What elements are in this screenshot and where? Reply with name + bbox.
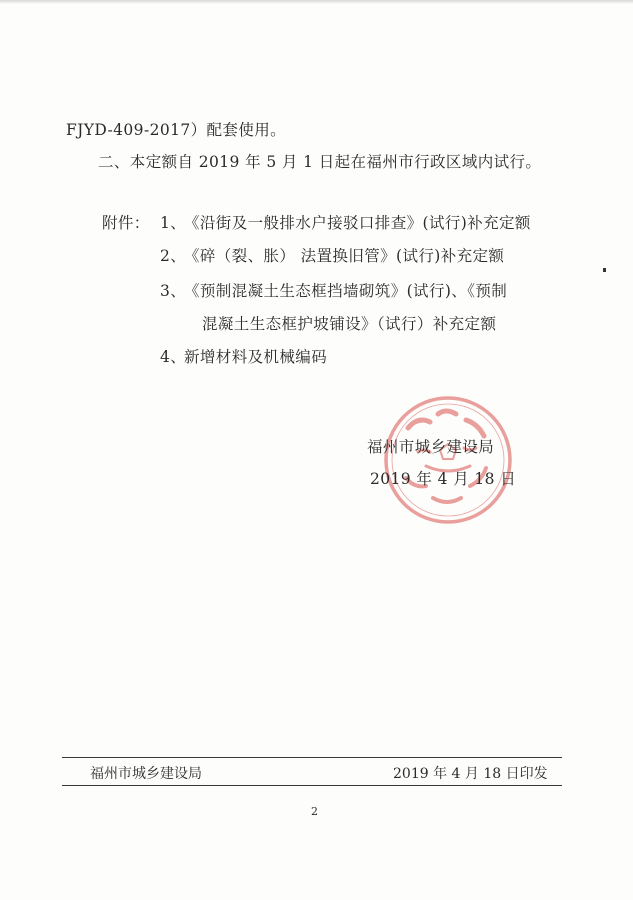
- scan-speck: [603, 268, 606, 272]
- attachment-title: 《碎（裂、胀） 法置换旧管》(试行)补充定额: [184, 247, 505, 265]
- footer-issue-date: 2019 年 4 月 18 日印发: [393, 766, 548, 782]
- attachments-label: 附件：: [102, 214, 150, 232]
- body-line-1: FJYD-409-2017）配套使用。: [66, 121, 287, 139]
- attachment-number: 2、: [160, 247, 187, 265]
- footer-rule-bottom: [62, 785, 562, 786]
- attachment-number: 3、: [160, 282, 187, 300]
- attachment-title-continued: 混凝土生态框护坡铺设》（试行）补充定额: [202, 315, 497, 333]
- attachment-title: 《沿街及一般排水户接驳口排查》(试行)补充定额: [184, 214, 531, 232]
- scan-top-edge: [0, 0, 633, 4]
- footer-rule-top: [62, 757, 562, 758]
- official-seal-stamp: [378, 390, 518, 530]
- signature-date: 2019 年 4 月 18 日: [370, 470, 517, 488]
- signature-organization: 福州市城乡建设局: [367, 438, 495, 456]
- attachment-number: 1、: [160, 214, 187, 232]
- body-line-2: 二、本定额自 2019 年 5 月 1 日起在福州市行政区域内试行。: [98, 153, 542, 171]
- page-number: 2: [311, 805, 318, 818]
- attachment-number: 4、: [160, 348, 187, 366]
- attachment-title: 《预制混凝土生态框挡墙砌筑》(试行)、《预制: [184, 282, 508, 300]
- footer-issuer: 福州市城乡建设局: [90, 766, 202, 782]
- attachment-title: 新增材料及机械编码: [184, 348, 328, 366]
